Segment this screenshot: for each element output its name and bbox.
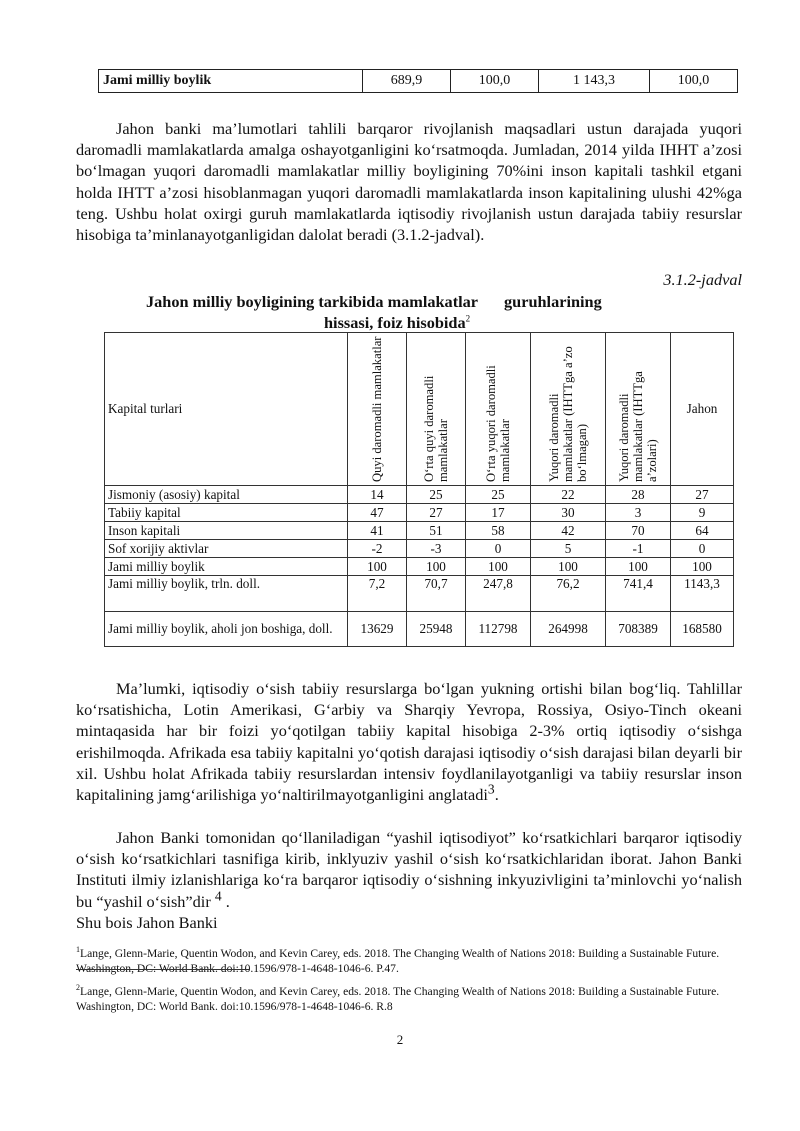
table-cell: 100,0: [649, 70, 737, 93]
column-header: [348, 333, 407, 486]
paragraph-text: [76, 827, 742, 912]
paragraph-1: [76, 118, 742, 245]
table-cell: 64: [671, 522, 734, 540]
row-label: Jami milliy boylik: [99, 70, 363, 93]
table-cell: 5: [531, 540, 606, 558]
title-text: guruhlarining: [504, 292, 602, 311]
title-text: hissasi, foiz hisobida: [324, 313, 466, 332]
table-header-row: [105, 333, 734, 486]
table-cell: 100: [348, 558, 407, 576]
table-cell: 9: [671, 504, 734, 522]
column-header: [407, 333, 466, 486]
footnote-text: Lange, Glenn-Marie, Quentin Wodon, and Kevin Carey, eds. 2018. The Changing Wealth of Nations 2018: Building a Sustainable Future. Washington, DC: World Bank. doi:10.1596/978-1-4648-1046-6. P.47.: [76, 947, 720, 975]
table-cell: 30: [531, 504, 606, 522]
table-cell: 22: [531, 486, 606, 504]
footnote-text: Lange, Glenn-Marie, Quentin Wodon, and Kevin Carey, eds. 2018. The Changing Wealth of Nations 2018: Building a Sustainable Future. Washington, DC: World Bank. doi:10.1596/978-1-4648-1046-6. R.8: [76, 985, 720, 1013]
footnote-ref: 2: [465, 313, 471, 324]
table-cell: 27: [671, 486, 734, 504]
table-cell: 25: [466, 486, 531, 504]
table-cell: 25: [407, 486, 466, 504]
table-cell: 100: [531, 558, 606, 576]
table-title: [100, 291, 750, 333]
row-label: Jami milliy boylik, trln. doll.: [105, 576, 348, 612]
table-cell: 1143,3: [671, 576, 734, 612]
column-header: Jahon: [671, 333, 734, 486]
table-row: [105, 540, 734, 558]
table-cell: 70,7: [407, 576, 466, 612]
column-header: [531, 333, 606, 486]
table-cell: 25948: [407, 612, 466, 647]
table-cell: 47: [348, 504, 407, 522]
table-cell: 741,4: [606, 576, 671, 612]
footnote-ref: 3: [487, 781, 495, 797]
table-cell: 17: [466, 504, 531, 522]
row-label: Jami milliy boylik, aholi jon boshiga, doll.: [105, 612, 348, 647]
table-cell: 168580: [671, 612, 734, 647]
footnote: [76, 946, 742, 976]
row-label: Sof xorijiy aktivlar: [105, 540, 348, 558]
table-row: [99, 70, 738, 93]
row-label: Jami milliy boylik: [105, 558, 348, 576]
column-header: Kapital turlari: [105, 333, 348, 486]
table-cell: 14: [348, 486, 407, 504]
wealth-table: [104, 332, 734, 647]
table-row: [105, 558, 734, 576]
table-cell: 0: [671, 540, 734, 558]
table-number: 3.1.2-jadval: [663, 270, 742, 289]
table-cell: 264998: [531, 612, 606, 647]
table-cell: 100: [606, 558, 671, 576]
column-header-text: Yuqori daromadli mamlakatlar (IHTTga a’zolari): [617, 371, 659, 482]
column-header-text: O‘rta yuqori daromadli mamlakatlar: [484, 365, 512, 482]
table-cell: 28: [606, 486, 671, 504]
table-cell: 100: [671, 558, 734, 576]
table-cell: -1: [606, 540, 671, 558]
table-cell: 7,2: [348, 576, 407, 612]
footnote-mark: 2: [76, 983, 80, 993]
paragraph-text: Ma’lumki, iqtisodiy o‘sish tabiiy resurslarga bo‘lgan yukning ortishi bilan bog‘liq. Tahlillar ko‘rsatishicha, Lotin Amerikasi, G‘arbiy va Sharqiy Yevropa, Rossiya, Osiyo-Tinch okeani mintaqasida har bir foizi yo‘qotilgan tabiiy kapital hisobiga 2-3% ortiq iqtisodiy o‘sishga erishilmoqda. Afrikada esa tabiiy kapitalni yo‘qotish darajasi iqtisodiy o‘sish darajasi bilan deyarli bir xil. Ushbu holat Afrikada tabiiy resurslardan intensiv foydlanilayotganligi va tabiiy resurslar inson kapitalining jamg‘arilishiga yo‘naltirilmayotganligini anglatadi$^3$.: [76, 679, 742, 805]
table-cell: 100,0: [451, 70, 539, 93]
paragraph-body: Shu bois Jahon Banki: [76, 912, 218, 932]
footnote-mark: 1: [76, 945, 80, 955]
table-row: [105, 576, 734, 612]
table-cell: 13629: [348, 612, 407, 647]
column-header: [606, 333, 671, 486]
column-header-text: Quyi daromadli mamlakatlar: [370, 336, 384, 482]
footnote-separator: [76, 969, 250, 970]
row-label: Inson kapitali: [105, 522, 348, 540]
table-cell: -2: [348, 540, 407, 558]
table-cell: 0: [466, 540, 531, 558]
paragraph-2: [76, 678, 742, 805]
table-cell: 708389: [606, 612, 671, 647]
table-cell: 100: [407, 558, 466, 576]
paragraph-body: Ma’lumki, iqtisodiy o‘sish tabiiy resurslarga bo‘lgan yukning ortishi bilan bog‘liq. Tahlillar ko‘rsatishicha, Lotin Amerikasi, G‘arbiy va Sharqiy Yevropa, Rossiya, Osiyo-Tinch okeani mintaqasida har bir foizi yo‘qotilgan tabiiy kapital hisobiga 2-3% ortiq iqtisodiy o‘sishga erishilmoqda. Afrikada esa tabiiy kapitalni yo‘qotish darajasi iqtisodiy o‘sish darajasi bilan deyarli bir xil. Ushbu holat Afrikada tabiiy resurslardan intensiv foydlanilayotganligi va tabiiy resurslar inson kapitalining jamg‘arilishiga yo‘naltirilmayotganligini anglatadi: [76, 679, 742, 805]
table-cell: 247,8: [466, 576, 531, 612]
table-cell: 689,9: [363, 70, 451, 93]
table-cell: 76,2: [531, 576, 606, 612]
continuation-table: [98, 69, 738, 93]
paragraph-body: Jahon Banki tomonidan qo‘llaniladigan “yashil iqtisodiyot” ko‘rsatkichlari barqaror iqtisodiy o‘sish ko‘rsatkichlari tasnifiga kirib, inklyuziv yashil o‘sish ko‘rsatkichlaridan iborat. Jahon Banki Instituti ilmiy izlanishlariga ko‘ra barqaror iqtisodiy o‘sishning inkyuzivligini ta’minlovchi yo‘nalish bu “yashil o‘sish”dir: [76, 828, 742, 911]
table-cell: 112798: [466, 612, 531, 647]
table-row: [105, 612, 734, 647]
table-cell: 58: [466, 522, 531, 540]
footnote-ref: 4: [214, 888, 222, 904]
table-cell: 100: [466, 558, 531, 576]
column-header-text: Yuqori daromadli mamlakatlar (IHTTga a’zo bo‘lmagan): [547, 346, 589, 482]
page-number: 2: [396, 1032, 404, 1047]
column-header: [466, 333, 531, 486]
table-cell: -3: [407, 540, 466, 558]
row-label: Tabiiy kapital: [105, 504, 348, 522]
table-row: [105, 504, 734, 522]
table-cell: 42: [531, 522, 606, 540]
table-row: [105, 522, 734, 540]
table-cell: 3: [606, 504, 671, 522]
table-cell: 70: [606, 522, 671, 540]
row-label: Jismoniy (asosiy) kapital: [105, 486, 348, 504]
table-cell: 41: [348, 522, 407, 540]
table-row: [105, 486, 734, 504]
paragraph-body: .: [225, 891, 230, 911]
column-header-text: O‘rta quyi daromadli mamlakatlar: [422, 375, 450, 482]
table-cell: 1 143,3: [539, 70, 650, 93]
paragraph-text: Jahon banki ma’lumotlari tahlili barqaror rivojlanish maqsadlari ustun darajada yuqori daromadli mamlakatlarda amalga oshayotganligini ko‘rsatmoqda. Jumladan, 2014 yilda IHHT a’zosi bo‘lmagan yuqori daromadli mamlakatlar milliy boyligining 70%ini inson kapitali tashkil etgani holda IHTT a’zosi hisoblanmagan yuqori daromadli mamlakatlarda inson kapitalining ulushi 42%ga teng. Ushbu holat oxirgi guruh mamlakatlarda iqtisodiy rivojlanish ustun darajada tabiiy resurslar hisobiga ta’minlanayotganligidan dalolat beradi (3.1.2-jadval).: [76, 119, 742, 245]
table-cell: 51: [407, 522, 466, 540]
table-cell: 27: [407, 504, 466, 522]
footnotes: [76, 946, 742, 1014]
footnote: [76, 984, 742, 1014]
title-text: Jahon milliy boyligining tarkibida mamlakatlar: [146, 292, 479, 311]
paragraph-3: [76, 827, 742, 933]
